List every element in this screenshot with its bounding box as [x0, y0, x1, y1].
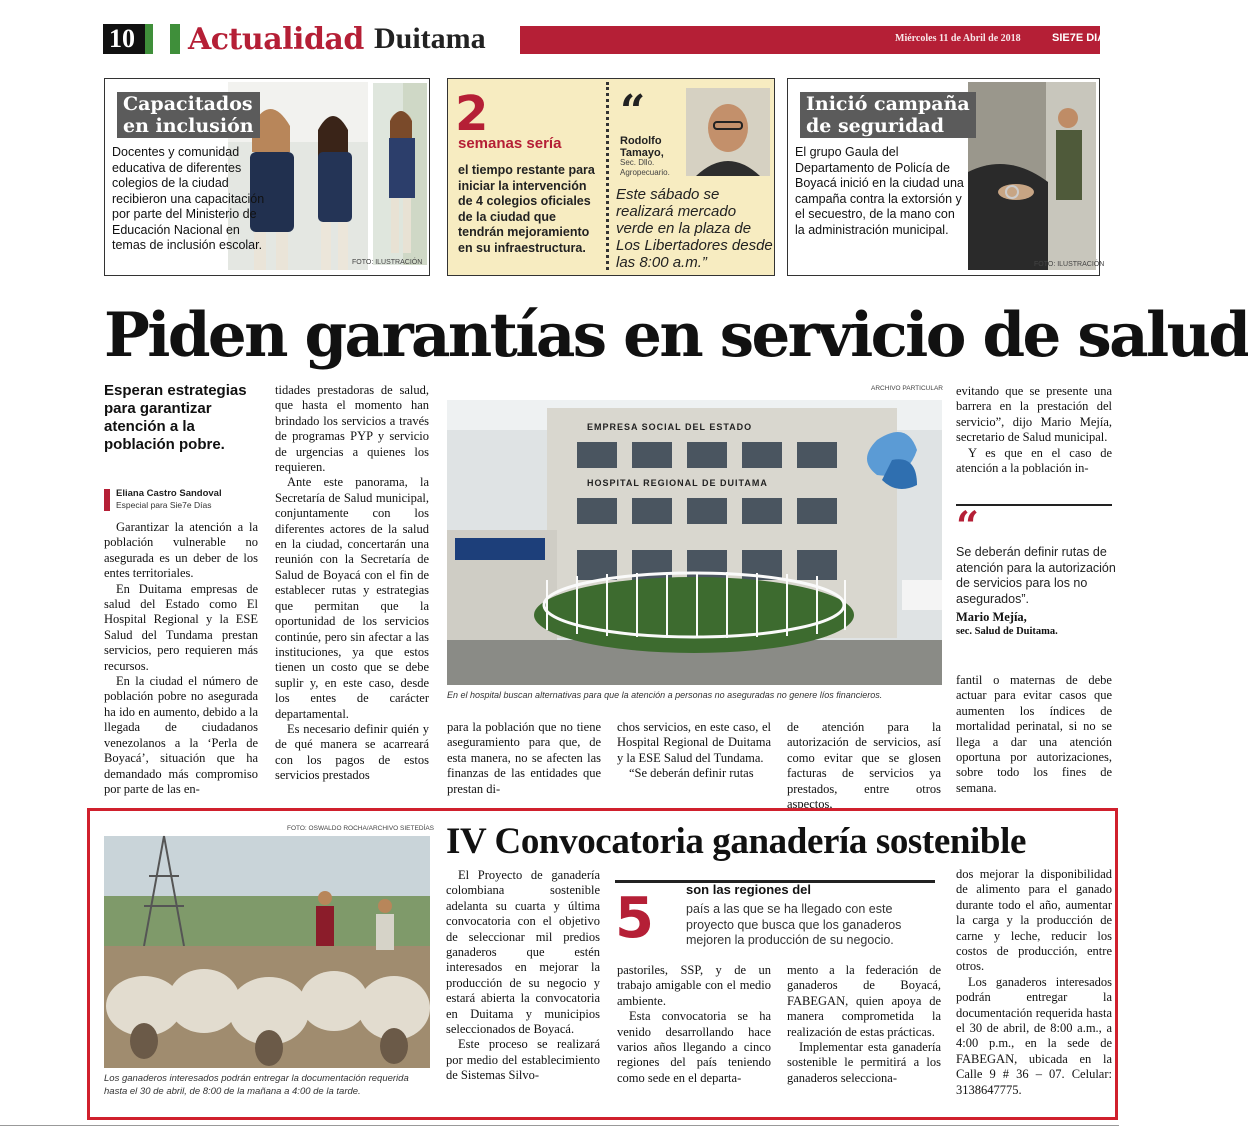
dotted-divider — [606, 82, 609, 270]
paragraph: dos mejorar la disponibilidad de alimento para el ganado durante todo el año, aumentar la carga y la producción de carne y leche, reducir los costos de producción, entre otros. — [956, 867, 1112, 974]
photo-credit: FOTO: OSWALDO ROCHA/ARCHIVO SIETEDÍAS — [287, 825, 434, 832]
portrait-photo — [686, 88, 770, 176]
paragraph: Es necesario definir quién y de qué manera se acarreará con los pagos de estos servicios prestados — [275, 721, 429, 783]
main-headline: Piden garantías en servicio de salud — [104, 300, 1248, 371]
cattle-illustration — [104, 836, 430, 1068]
bottom-column-3 — [787, 963, 941, 1086]
portrait-icon — [686, 88, 770, 176]
students-illustration — [373, 83, 427, 265]
paragraph: Y es que en el caso de atención a la población in- — [956, 445, 1112, 476]
photo-inclusion — [373, 83, 427, 265]
photo-credit: FOTO: ILUSTRACIÓN — [352, 259, 423, 266]
hospital-sign-main: HOSPITAL REGIONAL DE DUITAMA — [587, 478, 768, 488]
hospital-sign-top: EMPRESA SOCIAL DEL ESTADO — [587, 422, 753, 432]
paragraph: El Proyecto de ganadería colombiana sostenible adelanta su cuarta y última convocatoria con el objetivo de seleccionar mil predios ganaderos que estén interesados en mejorar la producción de su negocio y estará abierta la convocatoria en Duitama y municipios seleccionados de Boyacá. — [446, 868, 600, 1037]
paragraph: Esta convocatoria se ha venido desarrollando hace varios años llegando a cinco regiones del país teniendo como sede en el departa- — [617, 1009, 771, 1085]
box-title-line: en inclusión — [123, 115, 254, 137]
stat-number: 2 — [455, 86, 489, 142]
box-title-security — [800, 92, 976, 138]
quote-author-role: Sec. Dllo. Agropecuario. — [620, 158, 670, 177]
box-text-security: El grupo Gaula del Departamento de Policía de Boyacá inició en la ciudad una campaña contra la extorsión y el secuestro, de la mano con la administración municipal. — [795, 145, 964, 237]
paragraph: Los ganaderos interesados podrán entregar la documentación requerida hasta el 30 de abril, de 8:00 a.m., a 4:00 p.m., en la sede de FABEGAN, ubicada en la Calle 9 # 36 – 07. Celular: 3138647775. — [956, 974, 1112, 1097]
photo-caption: En el hospital buscan alternativas para que la atención a personas no aseguradas no genere líos financieros. — [447, 690, 883, 700]
paragraph: Ante este panorama, la Secretaría de Salud municipal, conjuntamente con los diferentes actores de la salud en la ciudad, concertarán una reunión con la Secretaría de Salud de Boyacá con el fin de establecer rutas y estrategias que permitan que la oportunidad de los servicios continúe, pero sin afectar a las instituciones, ya que estos tienen un costo que se debe suplir y, en este caso, desde los entes de carácter departamental. — [275, 475, 429, 721]
paragraph: chos servicios, en este caso, el Hospital Regional de Duitama y la ESE Salud del Tundama. — [617, 720, 771, 765]
paragraph: Implementar esta ganadería sostenible le permitirá a los ganaderos selecciona- — [787, 1040, 941, 1085]
paragraph: para la población que no tiene aseguramiento para que, de esta manera, no se afecten las finanzas de las entidades que prestan di- — [447, 720, 601, 796]
photo-credit: FOTO: ILUSTRACIÓN — [1034, 261, 1105, 268]
photo-security — [968, 82, 1096, 270]
paragraph: tidades prestadoras de salud, que hasta el momento han brindado los servicios a través de programas PYP y servicio de urgencias a quienes los requieren. — [275, 383, 429, 475]
box-text-inclusion: Docentes y comunidad educativa de diferentes colegios de la ciudad recibieron una capacitación por parte del Ministerio de Educación Nacional en temas de inclusión escolar. — [112, 145, 265, 252]
bottom-column-2 — [617, 963, 771, 1086]
box-title-line: Capacitados — [123, 93, 253, 115]
pull-quote-role: sec. Salud de Duitama. — [956, 626, 1058, 637]
bottom-column-1 — [446, 868, 600, 1084]
stat-text: país a las que se ha llegado con este proyecto que busca que los ganaderos mejoren la producción de su negocio. — [686, 902, 902, 947]
section-title: Actualidad — [188, 22, 364, 57]
paragraph: mento a la federación de ganaderos de Boyacá, FABEGAN, quien apoya de manera comprometida la realización de estas prácticas. — [787, 963, 941, 1039]
paragraph: En Duitama empresas de salud del Estado como El Hospital Regional y la ESE Salud del Tundama prestan servicios, pero requieren más recursos. — [104, 581, 258, 673]
paragraph: evitando que se presente una barrera en la prestación del servicio”, dijo Mario Mejía, secretario de Salud municipal. — [956, 384, 1112, 445]
byline-role: Especial para Sie7e Días — [116, 500, 212, 510]
footer-rule — [0, 1125, 1119, 1126]
box-title-inclusion — [117, 92, 260, 138]
stat-number: 5 — [615, 886, 654, 951]
header-date: Miércoles 11 de Abril de 2018 — [895, 33, 1021, 44]
box-title-line: Inició campaña — [806, 93, 970, 115]
byline-marker — [104, 489, 110, 511]
paragraph: “Se deberán definir rutas — [629, 766, 754, 781]
article-column-5 — [787, 720, 941, 812]
article-column-3 — [447, 720, 601, 797]
quote-author: Rodolfo Tamayo, — [620, 135, 664, 159]
quote-mark-icon: “ — [956, 503, 980, 550]
security-photo-icon — [968, 82, 1096, 270]
cattle-photo — [104, 836, 430, 1068]
byline-author: Eliana Castro Sandoval — [116, 488, 222, 499]
section-city: Duitama — [374, 22, 486, 55]
article-column-6-bottom — [956, 673, 1112, 796]
paragraph: Garantizar la atención a la población vulnerable no asegurada es un deber de los entes territoriales. — [104, 520, 258, 581]
quote-mark-icon: “ — [620, 86, 646, 137]
page-number: 10 — [103, 24, 153, 54]
paragraph: de atención para la autorización de servicios, así como evitar que se glosen facturas de servicios ya prestados, entre otros aspectos, — [787, 720, 941, 812]
main-subhead: Esperan estrategias para garantizar atención a la población pobre. — [104, 382, 247, 453]
stat-text: el tiempo restante para iniciar la intervención de 4 colegios oficiales de la ciudad que tendrán mejoramiento en su infraestructura. — [458, 163, 595, 255]
bottom-column-4 — [956, 867, 1112, 1098]
box-title-line: de seguridad — [806, 115, 944, 137]
section-marker — [170, 24, 180, 54]
hospital-photo — [447, 400, 942, 685]
paragraph: En la ciudad el número de población pobre no asegurada ha ido en aumento, debido a la llegada de ciudadanos venezolanos a la ‘Perla de Boyacá’, situación que ha demandado más compromiso por parte de las en- — [104, 674, 258, 796]
paragraph: Este proceso se realizará por medio del establecimiento de Sistemas Silvo- — [446, 1037, 600, 1083]
paragraph: pastoriles, SSP, y de un trabajo amigable con el medio ambiente. — [617, 963, 771, 1008]
article-column-2 — [275, 383, 429, 784]
photo-credit: ARCHIVO PARTICULAR — [871, 385, 943, 392]
stat-head: semanas sería — [458, 135, 562, 152]
pull-quote-author: Mario Mejía, — [956, 610, 1027, 624]
bottom-headline: IV Convocatoria ganadería sostenible — [446, 821, 1027, 862]
hospital-building-illustration — [447, 400, 942, 685]
quote-rule — [956, 504, 1112, 506]
photo-caption: Los ganaderos interesados podrán entregar la documentación requerida hasta el 30 de abril, de 8:00 de la mañana a 4:00 de la tarde. — [104, 1073, 409, 1097]
article-column-1 — [104, 520, 258, 797]
header-brand: SIE7E DIAS — [1052, 32, 1113, 44]
article-column-4 — [617, 720, 771, 782]
paragraph: fantil o maternas de debe actuar para evitar casos que aumenten los índices de mortalidad perinatal, si no se llega a dar una atención oportuna por autorizaciones, sobre todo los fines de semana. — [956, 673, 1112, 795]
pull-quote: Se deberán definir rutas de atención para la autorización de servicios para los no asegurados”. — [956, 545, 1116, 606]
quote-text: Este sábado se realizará mercado verde en la plaza de Los Libertadores desde las 8:00 a.m.” — [616, 186, 773, 271]
stat-head: son las regiones del — [686, 882, 811, 897]
article-column-6-top — [956, 384, 1112, 476]
